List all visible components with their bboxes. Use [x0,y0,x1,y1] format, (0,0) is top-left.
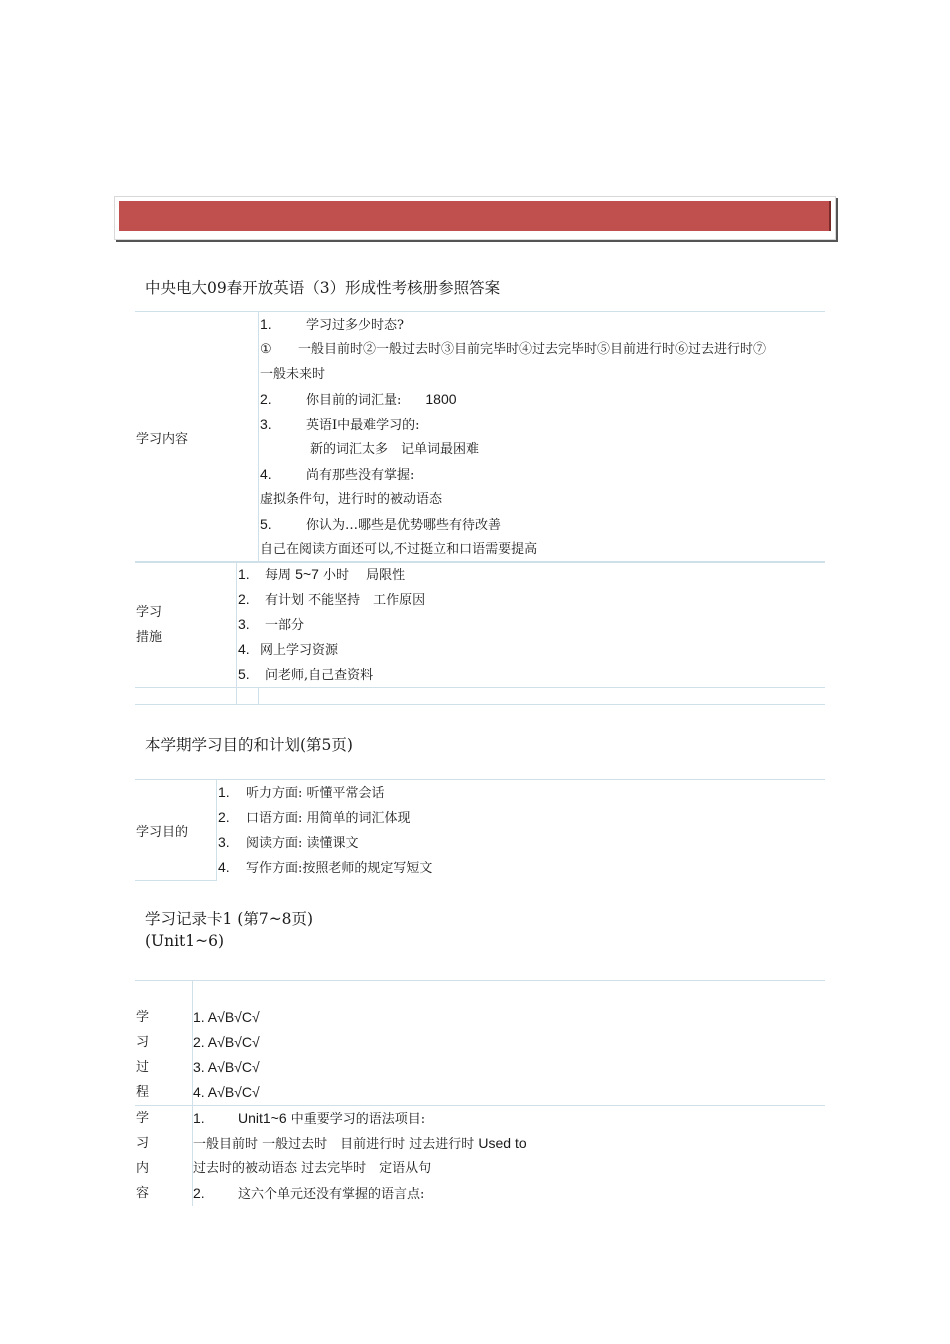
table-row [135,780,825,881]
list-item: 4. A√B√C√ [193,1084,260,1100]
section-heading-goals: 本学期学习目的和计划(第5页) [145,736,353,754]
row-label-study-process: 学 习 过 程 [135,981,193,1106]
list-item: 2. A√B√C√ [193,1034,260,1050]
list-item: 5. 你认为…哪些是优势哪些有待改善 [260,516,502,533]
empty-cell [237,688,826,705]
study-content-table [135,311,825,563]
study-methods-cell [237,562,826,688]
list-item: 4. 网上学习资源 [238,641,339,658]
table-row [135,981,825,1106]
list-item: 一般未来时 [260,367,326,382]
study-process-cell [193,981,826,1106]
table-row [135,562,825,688]
list-item: 3. A√B√C√ [193,1059,260,1075]
list-item: 4. 写作方面:按照老师的规定写短文 [218,859,433,877]
empty-cell [135,688,237,705]
list-item: 1. 听力方面: 听懂平常会话 [218,784,385,802]
study-content-cell [259,312,826,563]
table-row [135,688,825,705]
list-item: 1. Unit1~6 中重要学习的语法项目: [193,1110,426,1127]
header-banner [114,196,836,240]
row-label-study-methods: 学习 措施 [135,562,237,688]
study-content-cell-2 [193,1106,826,1207]
list-item: 2. 你目前的词汇量: 1800 [260,391,457,408]
row-label-study-content-2: 学 习 内 容 [135,1106,193,1207]
list-item: 5. 问老师,自己查资料 [238,666,374,683]
document-title: 中央电大09春开放英语（3）形成性考核册参照答案 [145,279,501,297]
list-item: 2. 口语方面: 用简单的词汇体现 [218,809,411,827]
row-label-study-content: 学习内容 [135,312,259,563]
list-item: 新的词汇太多 记单词最困难 [310,442,480,457]
list-item: 3. 阅读方面: 读懂课文 [218,834,359,852]
row-label-study-goals: 学习目的 [135,780,217,881]
list-item: 2. 有计划 不能坚持 工作原因 [238,591,426,608]
list-item: 虚拟条件句，进行时的被动语态 [260,492,443,507]
list-item: 1. 每周 5~7 小时 局限性 [238,566,406,583]
study-goals-table [135,779,825,881]
section-subheading-units: (Unit1~6) [145,932,225,950]
list-item: ① 一般目前时②一般过去时③目前完毕时④过去完毕时⑤目前进行时⑥过去进行时⑦ [260,342,767,357]
study-goals-cell [217,780,826,881]
table-row [135,312,825,563]
list-item: 3. 英语Ⅰ中最难学习的: [260,416,420,433]
list-item: 1. 学习过多少时态? [260,316,404,333]
study-methods-table [135,561,825,705]
list-item: 1. A√B√C√ [193,1009,260,1025]
list-item: 4. 尚有那些没有掌握: [260,466,415,483]
header-banner-fill [119,201,831,231]
list-item: 3. 一部分 [238,616,305,633]
list-item: 自己在阅读方面还可以,不过挺立和口语需要提高 [260,542,538,557]
table-row [135,1106,825,1207]
section-heading-record-card: 学习记录卡1 (第7~8页) [145,910,314,928]
list-item: 一般目前时 一般过去时 目前进行时 过去进行时 Used to [193,1135,527,1152]
record-card-table [135,980,825,1206]
list-item: 2. 这六个单元还没有掌握的语言点: [193,1185,425,1202]
list-item: 过去时的被动语态 过去完毕时 定语从句 [193,1161,432,1176]
